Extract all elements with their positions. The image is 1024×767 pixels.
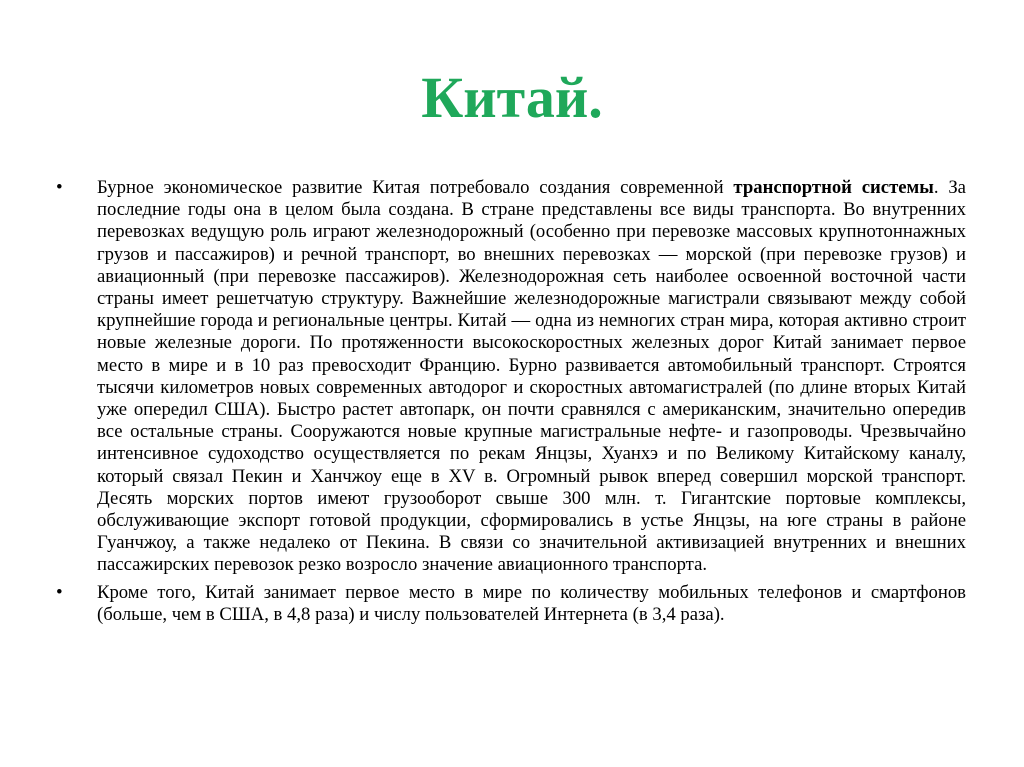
- bullet-icon: •: [56, 177, 63, 198]
- bullet-item-transport: [56, 177, 966, 577]
- slide-title: Китай.: [421, 65, 603, 130]
- bullet-item-mobile: [56, 582, 966, 626]
- bullet-text-body: . За последние годы она в целом была создана. В стране представлены все виды транспорта. Во внутренних перевозках ведущую роль играют железнодорожный (особенно при перевозке массовых крупнотоннажных грузов и пассажиров) и речной транспорт, во внешних перевозках — морской (при перевозке грузов) и авиационный (при перевозке пассажиров). Железнодорожная сеть наиболее освоенной восточной части страны имеет решетчатую структуру. Важнейшие железнодорожные магистрали связывают между собой крупнейшие города и региональные центры. Китай — одна из немногих стран мира, которая активно строит новые железные дороги. По протяженности высокоскоростных железных дорог Китай занимает первое место в мире и в 10 раз превосходит Францию. Бурно развивается автомобильный транспорт. Строятся тысячи километров новых современных автодорог и скоростных автомагистралей (по длине вторых Китай уже опередил США). Быстро растет автопарк, он почти сравнялся с американским, значительно опередив все остальные страны. Сооружаются новые крупные магистральные нефте- и газопроводы. Чрезвычайно интенсивное судоходство осуществляется по рекам Янцзы, Хуанхэ и по Великому Китайскому каналу, который связал Пекин и Ханчжоу еще в XV в. Огромный рывок вперед совершил морской транспорт. Десять морских портов имеют грузооборот свыше 300 млн. т. Гигантские портовые комплексы, обслуживающие экспорт готовой продукции, сформировались в устье Янцзы, на юге страны в районе Гуанчжоу, а также недалеко от Пекина. В связи со значительной активизацией внутренних и внешних пассажирских перевозок резко возросло значение авиационного транспорта.: [97, 177, 966, 576]
- bullet-list: [56, 177, 966, 631]
- bullet-text-transport: [97, 177, 966, 577]
- bullet-text-emphasis: транспортной системы: [733, 177, 934, 198]
- bullet-text-mobile: Кроме того, Китай занимает первое место в мире по количеству мобильных телефонов и смартфонов (больше, чем в США, в 4,8 раза) и числу пользователей Интернета (в 3,4 раза).: [97, 581, 966, 625]
- bullet-text-lead: Бурное экономическое развитие Китая потребовало создания современной: [97, 177, 734, 198]
- bullet-icon: •: [56, 581, 63, 603]
